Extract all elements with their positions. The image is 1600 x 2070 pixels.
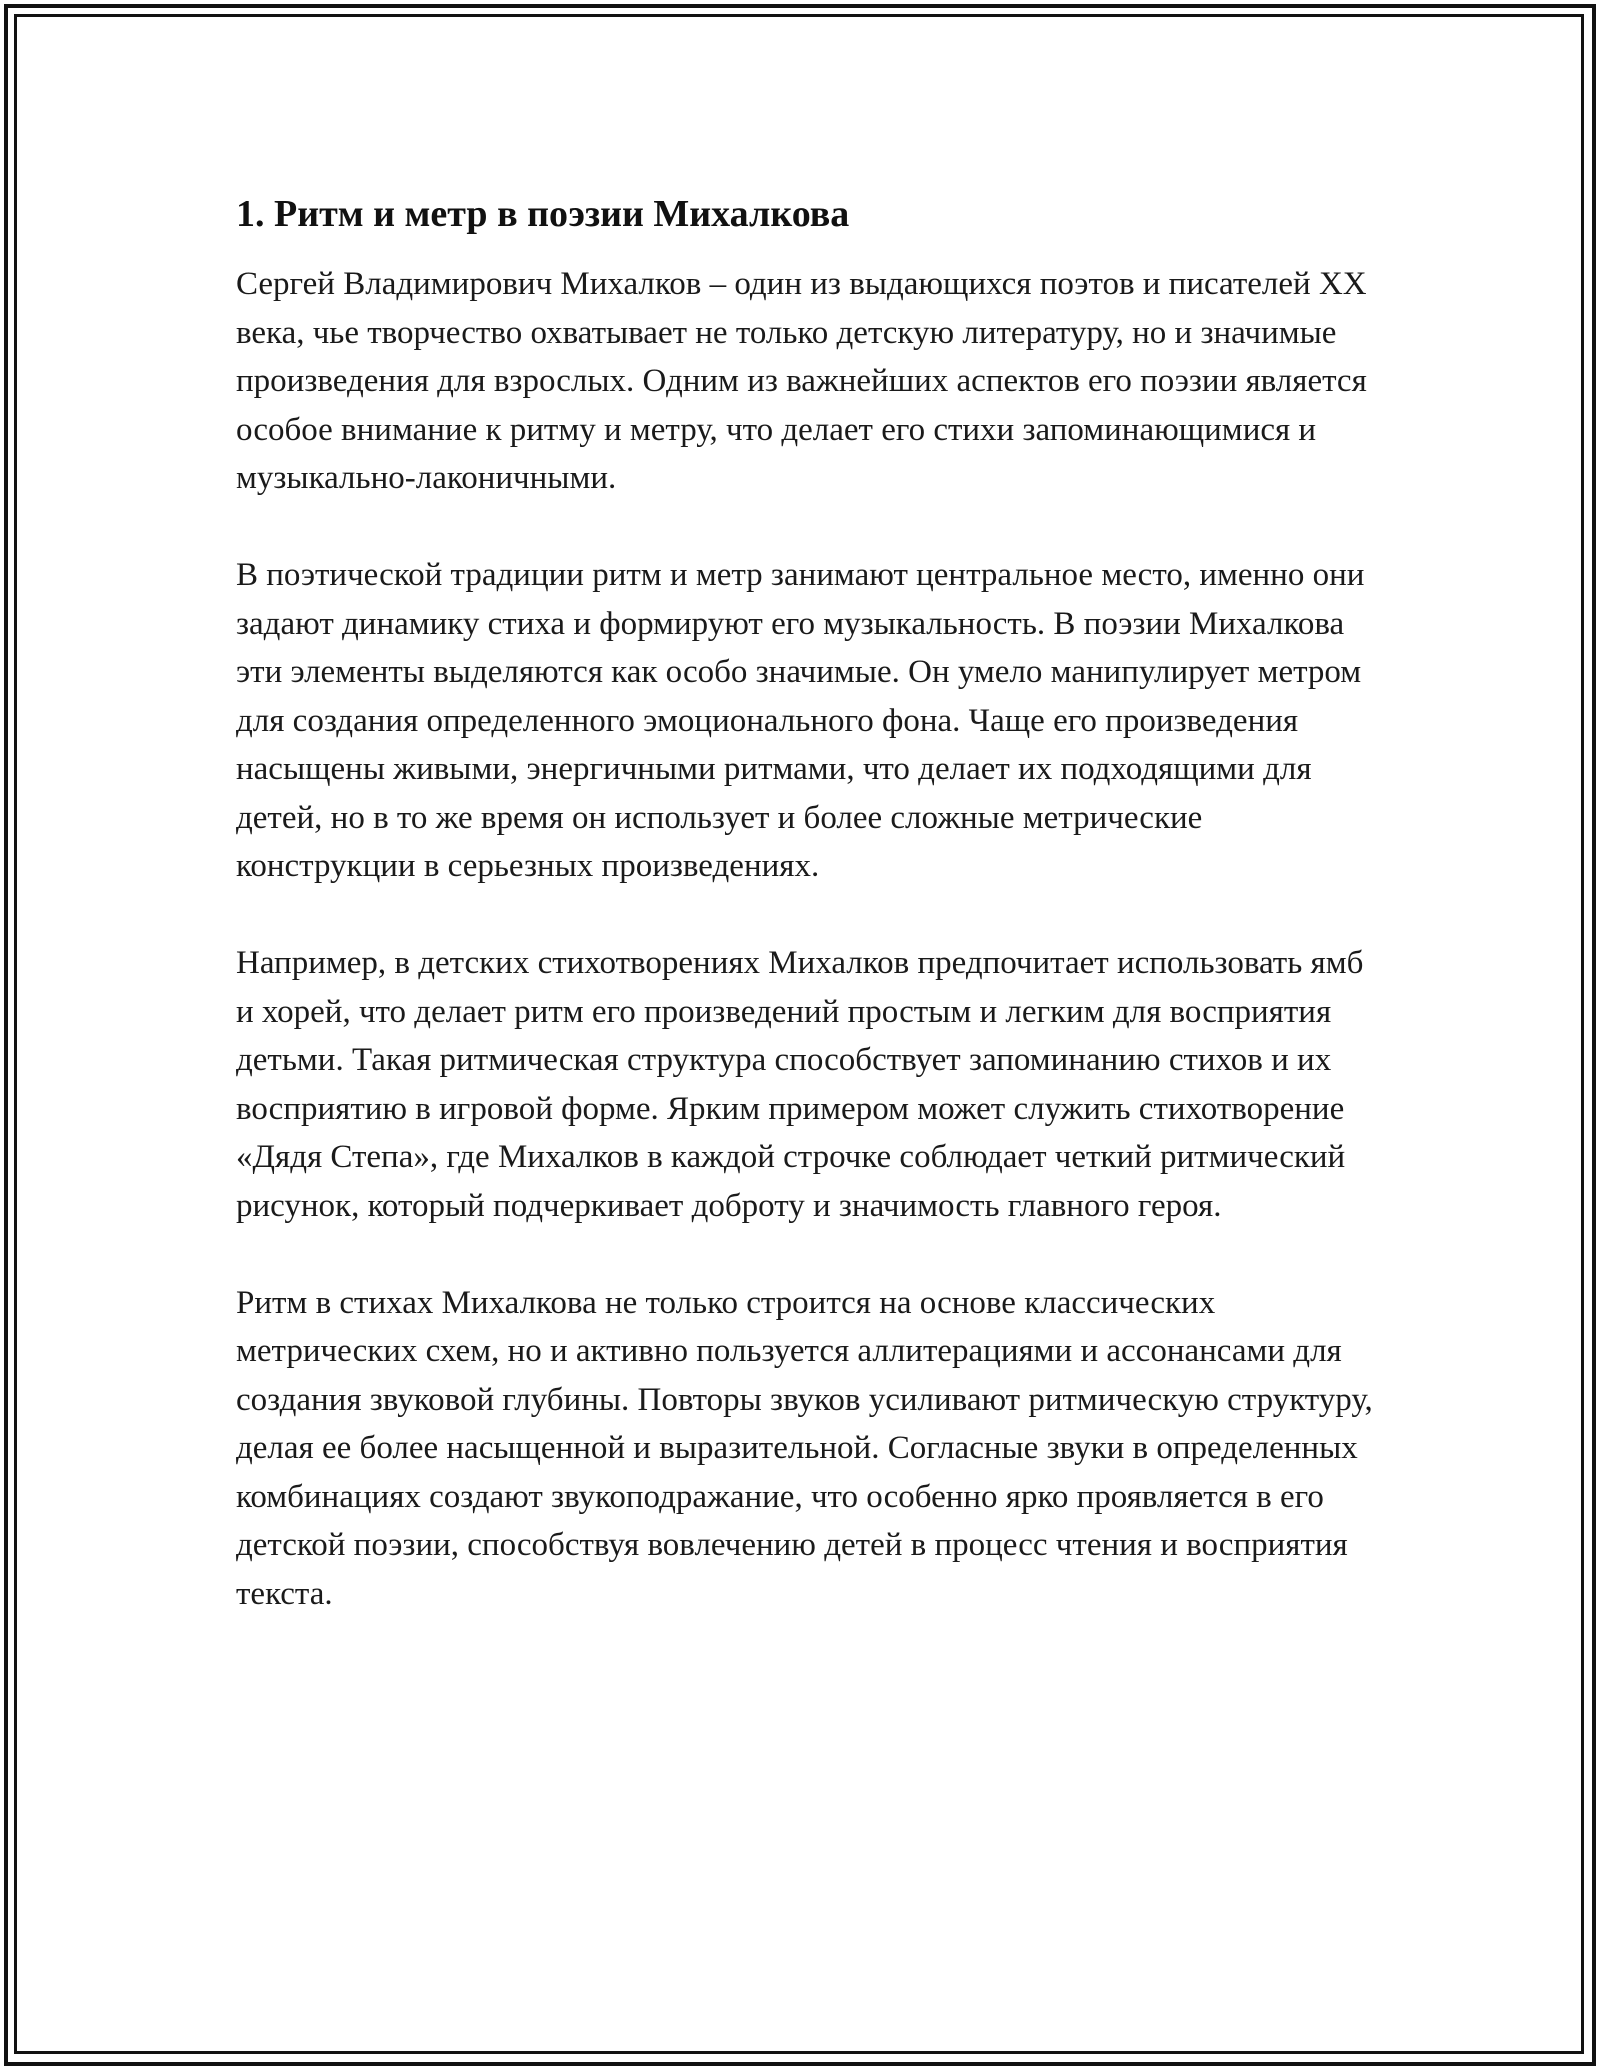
paragraph-sound: Ритм в стихах Михалкова не только строится на основе классических метрических схем, но и активно пользуется аллитерациями и ассонансами для создания звуковой глубины. Повторы звуков усиливают ритмическую структуру, делая ее более насыщенной и выразительной. Согласные звуки в определенных комбинациях создают звукоподражание, что особенно ярко проявляется в его детской поэзии, способствуя вовлечению детей в процесс чтения и восприятия текста. [236, 1284, 1373, 1612]
paragraph-tradition: В поэтической традиции ритм и метр занимают центральное место, именно они задают динамику стиха и формируют его музыкальность. В поэзии Михалкова эти элементы выделяются как особо значимые. Он умело манипулирует метром для создания определенного эмоционального фона. Чаще его произведения насыщены живыми, энергичными ритмами, что делает их подходящими для детей, но в то же время он использует и более сложные метрические конструкции в серьезных произведениях. [236, 557, 1365, 884]
paragraph-example: Например, в детских стихотворениях Михалков предпочитает использовать ямб и хорей, что делает ритм его произведений простым и легким для восприятия детьми. Такая ритмическая структура способствует запоминанию стихов и их восприятию в игровой форме. Ярким примером может служить стихотворение «Дядя Степа», где Михалков в каждой строчке соблюдает четкий ритмический рисунок, который подчеркивает доброту и значимость главного героя. [236, 945, 1364, 1224]
paragraph-intro: Сергей Владимирович Михалков – один из выдающихся поэтов и писателей XX века, чье творчество охватывает не только детскую литературу, но и значимые произведения для взрослых. Одним из важнейших аспектов его поэзии является особое внимание к ритму и метру, что делает его стихи запоминающимися и музыкально-лаконичными. [236, 266, 1367, 496]
section-heading: 1. Ритм и метр в поэзии Михалкова [236, 193, 850, 235]
document-body [236, 188, 1376, 1667]
